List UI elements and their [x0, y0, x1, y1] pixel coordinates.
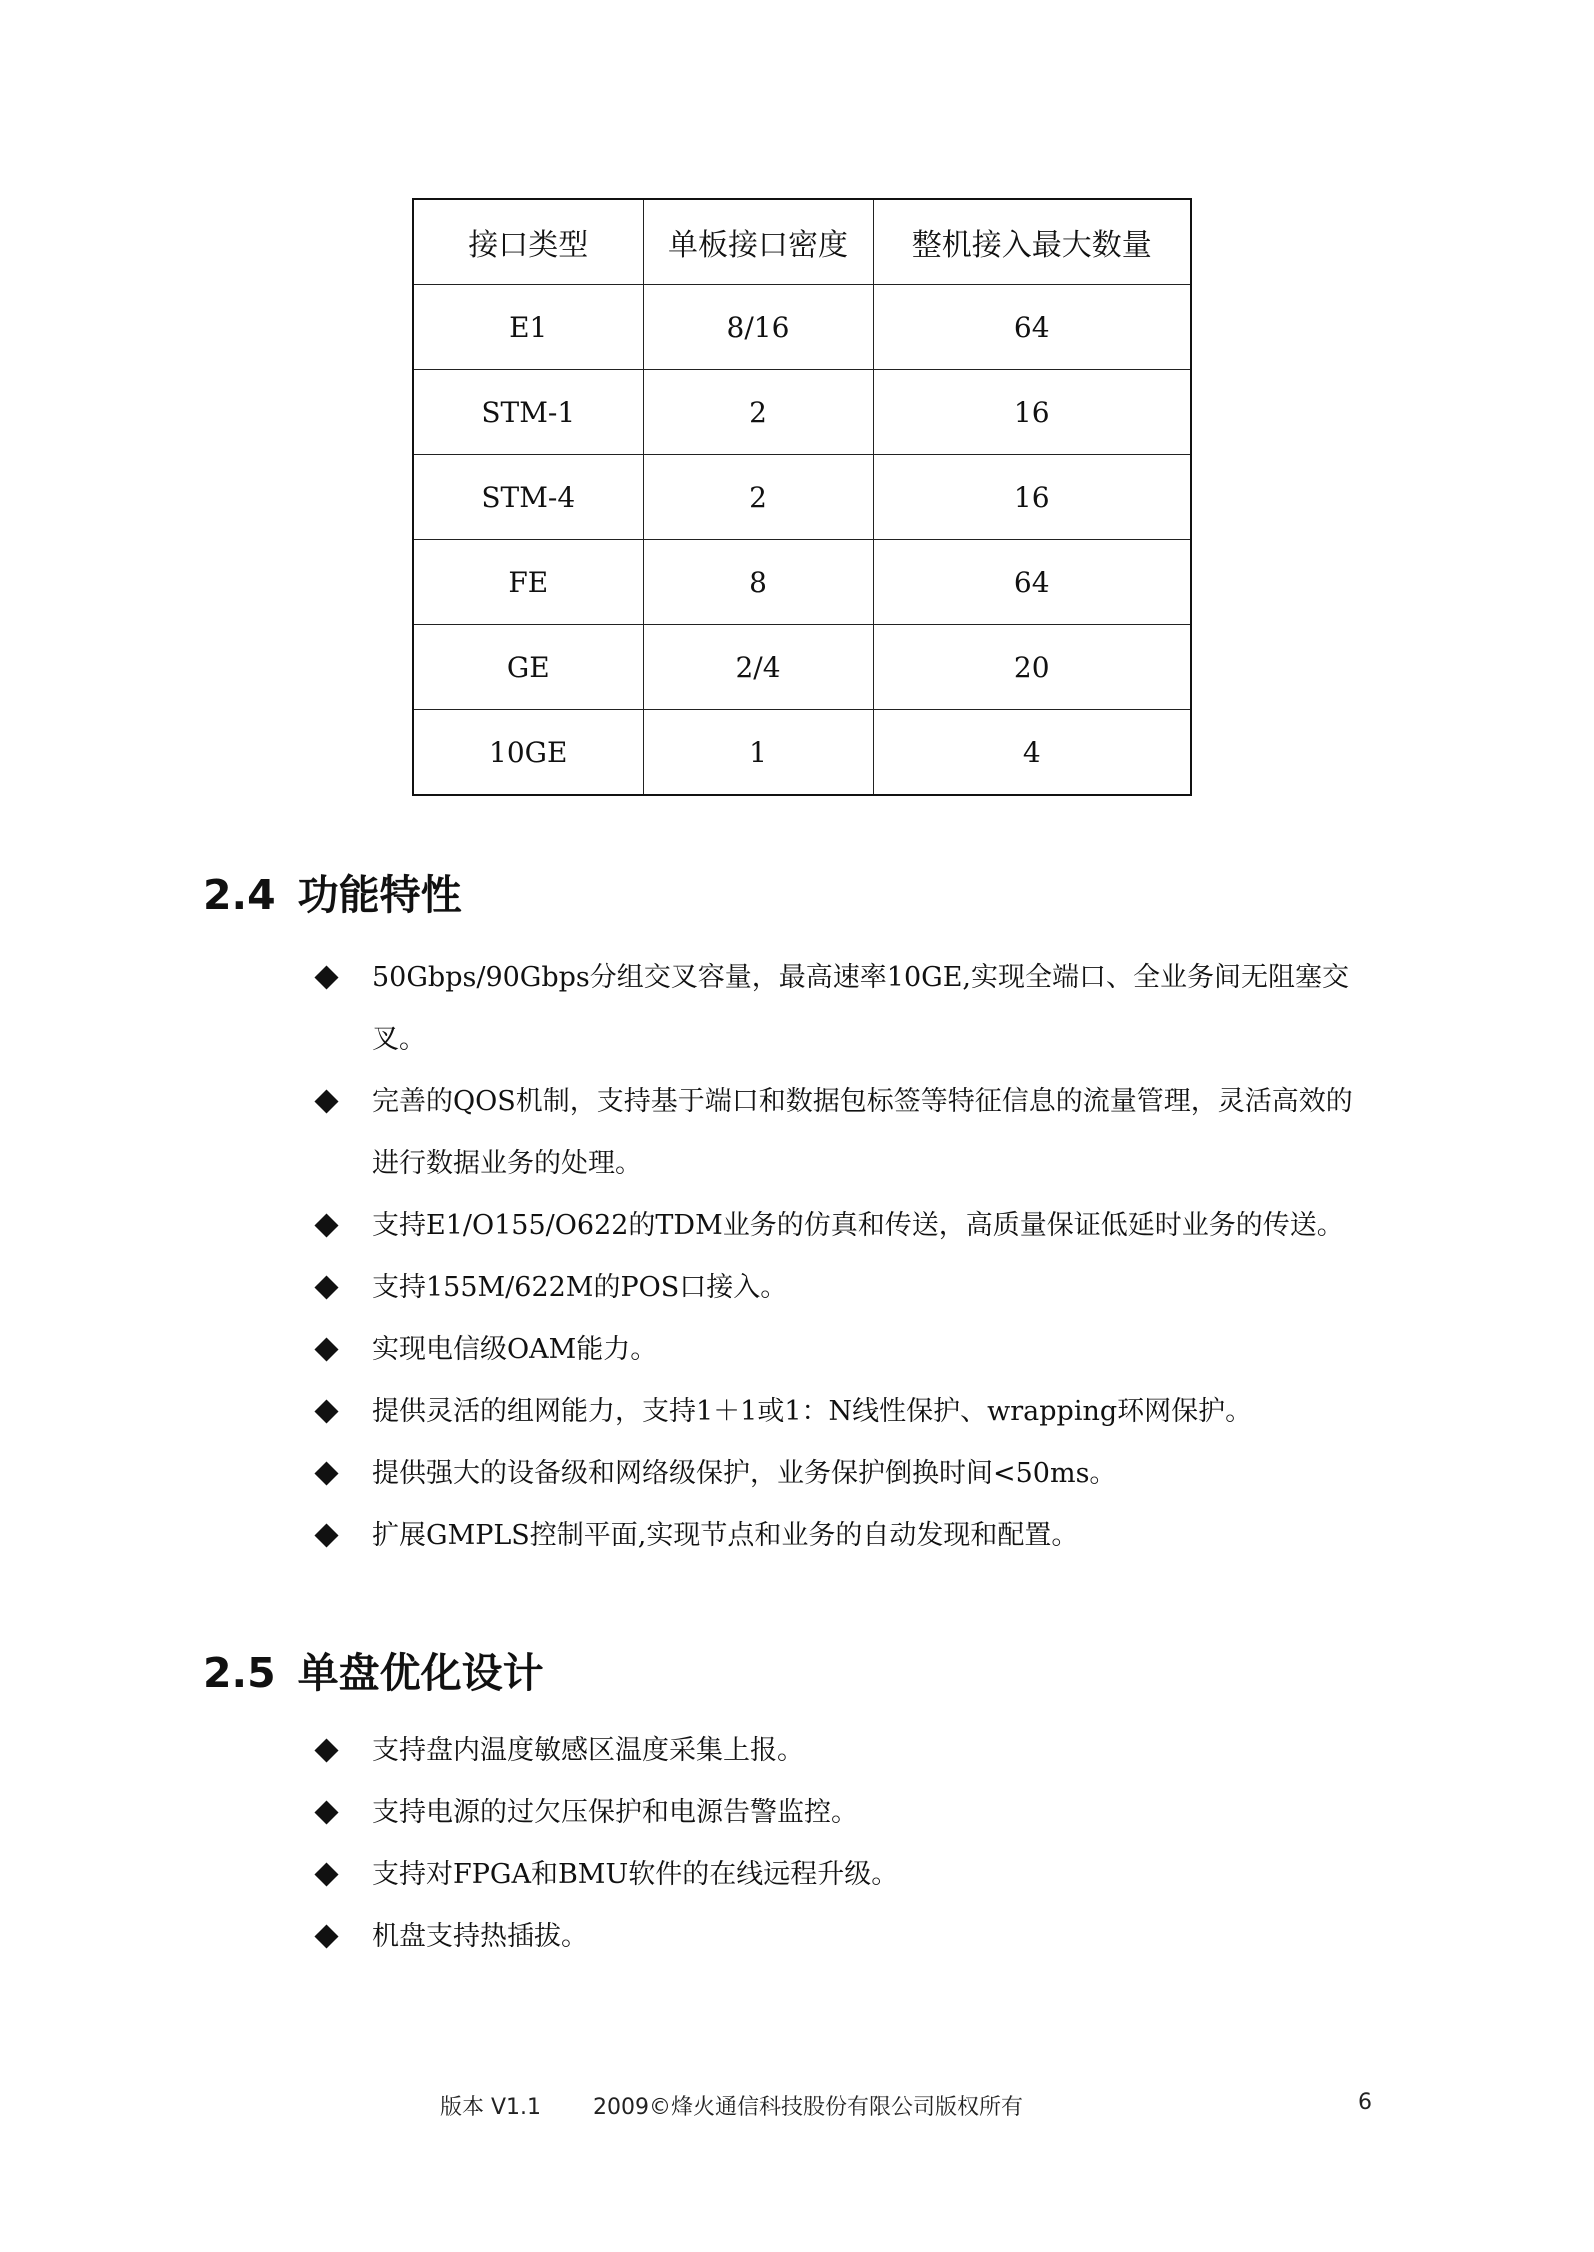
- section-number: 2.5: [203, 1649, 276, 1697]
- list-item: [318, 1505, 1378, 1567]
- list-item-text: 提供灵活的组网能力，支持1＋1或1：N线性保护、wrapping环网保护。: [372, 1396, 1253, 1427]
- list-item-text: 支持电源的过欠压保护和电源告警监控。: [372, 1797, 858, 1828]
- table-row: [413, 540, 1191, 625]
- table-cell: 2/4: [643, 625, 873, 710]
- list-item: [318, 1257, 1378, 1319]
- diamond-bullet-icon: [314, 1738, 338, 1762]
- list-item-text: 支持155M/622M的POS口接入。: [372, 1272, 788, 1303]
- table-cell: 2: [643, 455, 873, 540]
- table-cell: 10GE: [413, 710, 643, 796]
- table-row: [413, 625, 1191, 710]
- table-cell: 8/16: [643, 285, 873, 370]
- diamond-bullet-icon: [314, 1089, 338, 1113]
- section-title: 单盘优化设计: [297, 1649, 544, 1697]
- list-item-text: 提供强大的设备级和网络级保护，业务保护倒换时间<50ms。: [372, 1458, 1117, 1489]
- list-item: [318, 1195, 1378, 1257]
- table-cell: 64: [873, 285, 1191, 370]
- header-board-density: 单板接口密度: [643, 199, 873, 285]
- list-item: [318, 1319, 1378, 1381]
- diamond-bullet-icon: [314, 1862, 338, 1886]
- table-row: [413, 710, 1191, 796]
- footer-copyright: 2009©烽火通信科技股份有限公司版权所有: [593, 2095, 1023, 2120]
- table-cell: 1: [643, 710, 873, 796]
- section-title: 功能特性: [297, 871, 462, 919]
- table-cell: STM-4: [413, 455, 643, 540]
- list-item-text: 支持E1/O155/O622的TDM业务的仿真和传送，高质量保证低延时业务的传送。: [372, 1210, 1344, 1241]
- table-row: [413, 455, 1191, 540]
- diamond-bullet-icon: [314, 1275, 338, 1299]
- diamond-bullet-icon: [314, 1461, 338, 1485]
- list-item-text: 扩展GMPLS控制平面,实现节点和业务的自动发现和配置。: [372, 1520, 1079, 1551]
- table-cell: 20: [873, 625, 1191, 710]
- diamond-bullet-icon: [314, 1800, 338, 1824]
- diamond-bullet-icon: [314, 1213, 338, 1237]
- list-item-text: 实现电信级OAM能力。: [372, 1334, 658, 1365]
- diamond-bullet-icon: [314, 1399, 338, 1423]
- header-interface-type: 接口类型: [413, 199, 643, 285]
- list-item: [318, 1844, 1378, 1906]
- table-cell: 64: [873, 540, 1191, 625]
- table-cell: 16: [873, 455, 1191, 540]
- section-number: 2.4: [203, 871, 276, 919]
- list-item: [318, 1782, 1378, 1844]
- table-header-row: [413, 199, 1191, 285]
- diamond-bullet-icon: [314, 1523, 338, 1547]
- table-row: [413, 285, 1191, 370]
- list-item-text: 支持盘内温度敏感区温度采集上报。: [372, 1735, 804, 1766]
- list-item: [318, 1381, 1378, 1443]
- table-cell: STM-1: [413, 370, 643, 455]
- table-cell: 2: [643, 370, 873, 455]
- page-footer: [0, 2090, 1594, 2130]
- list-item-text: 支持对FPGA和BMU软件的在线远程升级。: [372, 1859, 899, 1890]
- list-item-text: 50Gbps/90Gbps分组交叉容量，最高速率10GE,实现全端口、全业务间无阻塞交叉。: [372, 962, 1350, 1055]
- feature-list: [318, 947, 1378, 1567]
- diamond-bullet-icon: [314, 965, 338, 989]
- diamond-bullet-icon: [314, 1924, 338, 1948]
- section-heading-2-5: [203, 1640, 544, 1699]
- table-cell: GE: [413, 625, 643, 710]
- header-max-access: 整机接入最大数量: [873, 199, 1191, 285]
- list-item-text: 机盘支持热插拔。: [372, 1921, 588, 1952]
- table-cell: 4: [873, 710, 1191, 796]
- list-item: [318, 947, 1378, 1071]
- table-cell: E1: [413, 285, 643, 370]
- table-cell: FE: [413, 540, 643, 625]
- list-item: [318, 1720, 1378, 1782]
- table-row: [413, 370, 1191, 455]
- list-item: [318, 1071, 1378, 1195]
- list-item-text: 完善的QOS机制，支持基于端口和数据包标签等特征信息的流量管理，灵活高效的进行数据业务的处理。: [372, 1086, 1353, 1179]
- board-design-list: [318, 1720, 1378, 1968]
- interface-spec-table: [412, 198, 1192, 796]
- list-item: [318, 1443, 1378, 1505]
- list-item: [318, 1906, 1378, 1968]
- footer-version: 版本 V1.1: [440, 2095, 542, 2120]
- page-number: 6: [1358, 2090, 1372, 2115]
- table-cell: 16: [873, 370, 1191, 455]
- section-heading-2-4: [203, 862, 462, 921]
- diamond-bullet-icon: [314, 1337, 338, 1361]
- table-cell: 8: [643, 540, 873, 625]
